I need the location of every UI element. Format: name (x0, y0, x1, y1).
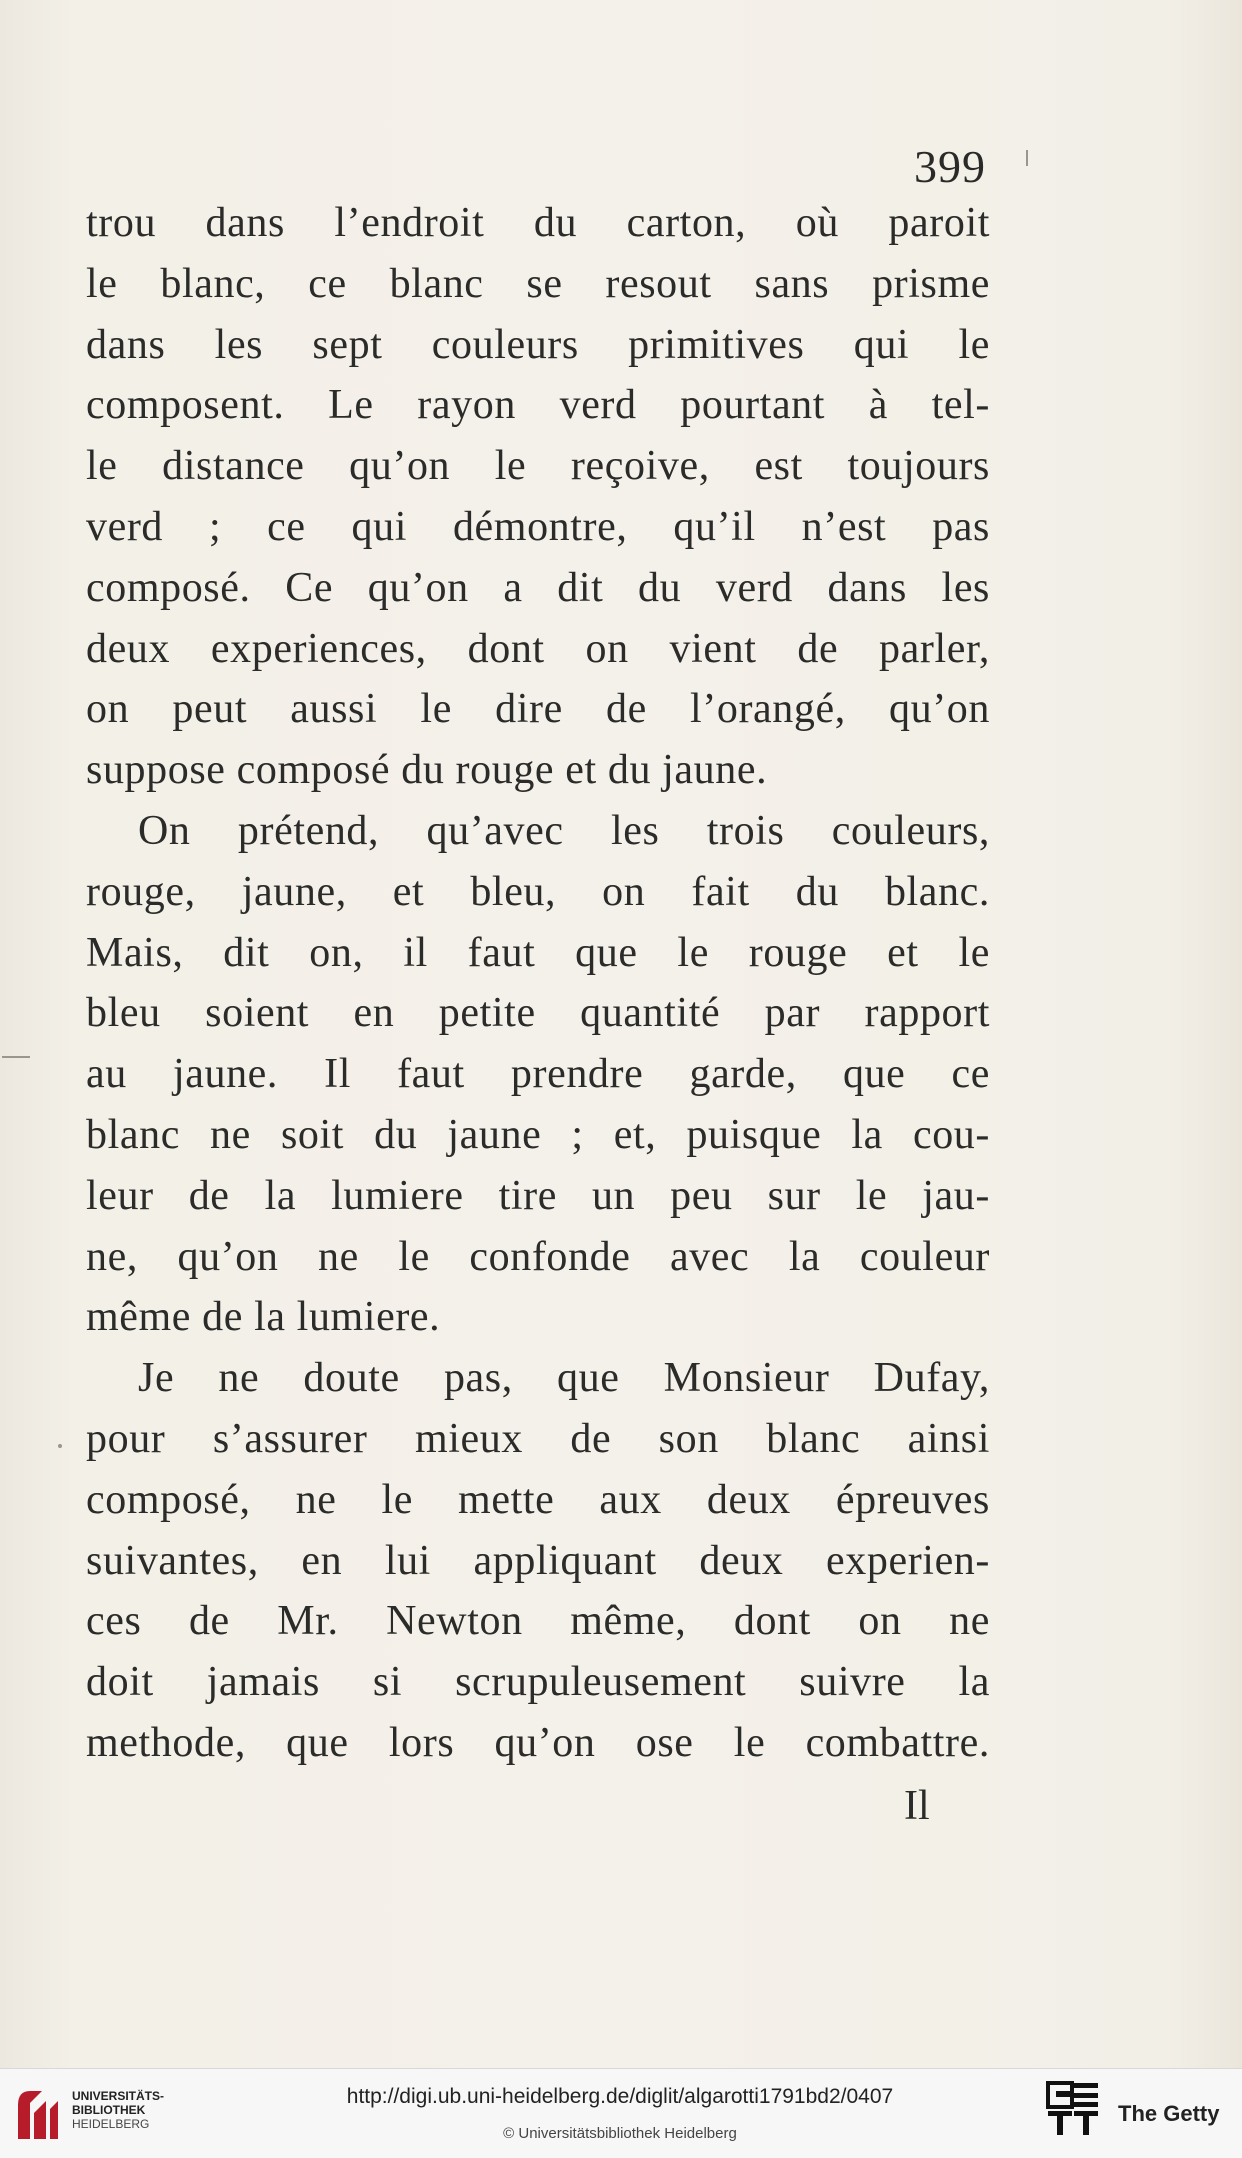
library-name-line: UNIVERSITÄTS- (72, 2089, 165, 2103)
text-line: composé. Ce qu’on a dit du verd dans les (86, 564, 990, 611)
page-number: 399 (914, 141, 986, 192)
margin-mark (1026, 150, 1028, 166)
text-line: methode, que lors qu’on ose le combattre. (86, 1719, 990, 1766)
text-line: le distance qu’on le reçoive, est toujours (86, 443, 990, 490)
partner-name: The Getty (1118, 2101, 1220, 2126)
university-library-logo-icon (12, 2083, 62, 2143)
text-line: deux experiences, dont on vient de parler, (86, 625, 990, 672)
text-line: Je ne doute pas, que Monsieur Dufay, (138, 1355, 990, 1402)
text-line: même de la lumiere. (86, 1294, 441, 1341)
text-line: trou dans l’endroit du carton, où paroit (86, 200, 990, 246)
text-line: leur de la lumiere tire un peu sur le jau- (86, 1172, 990, 1219)
text-line: ne, qu’on ne le confonde avec la couleur (86, 1233, 990, 1280)
text-line: pour s’assurer mieux de son blanc ainsi (86, 1415, 990, 1462)
margin-mark (2, 1056, 30, 1058)
catchword: Il (904, 1783, 930, 1829)
text-line: rouge, jaune, et bleu, on fait du blanc. (86, 868, 990, 915)
text-line: blanc ne soit du jaune ; et, puisque la cou- (86, 1111, 990, 1158)
footer-bar (0, 2068, 1242, 2158)
library-name-line: HEIDELBERG (72, 2117, 150, 2131)
library-name (72, 2089, 164, 2131)
text-line: Mais, dit on, il faut que le rouge et le (86, 929, 990, 976)
copyright-notice: © Universitätsbibliothek Heidelberg (503, 2125, 737, 2142)
text-line: au jaune. Il faut prendre garde, que ce (86, 1051, 990, 1098)
library-name-line: BIBLIOTHEK (72, 2103, 146, 2117)
text-line: bleu soient en petite quantité par rapport (86, 990, 990, 1037)
margin-mark (58, 1444, 62, 1448)
text-line: doit jamais si scrupuleusement suivre la (86, 1659, 990, 1706)
text-line: ces de Mr. Newton même, dont on ne (86, 1598, 990, 1645)
text-line: suppose composé du rouge et du jaune. (86, 747, 768, 794)
text-line: suivantes, en lui appliquant deux experien- (86, 1537, 990, 1584)
text-line: verd ; ce qui démontre, qu’il n’est pas (86, 503, 990, 550)
text-line: dans les sept couleurs primitives qui le (86, 321, 990, 368)
permalink-url[interactable]: http://digi.ub.uni-heidelberg.de/diglit/algarotti1791bd2/0407 (346, 2085, 894, 2108)
text-line: le blanc, ce blanc se resout sans prisme (86, 260, 990, 307)
text-line: composé, ne le mette aux deux épreuves (86, 1476, 990, 1523)
text-line: On prétend, qu’avec les trois couleurs, (138, 807, 990, 854)
getty-logo-icon (1046, 2081, 1100, 2137)
text-line: composent. Le rayon verd pourtant à tel- (86, 382, 990, 429)
body-text (86, 193, 990, 1774)
text-line: on peut aussi le dire de l’orangé, qu’on (86, 686, 990, 733)
